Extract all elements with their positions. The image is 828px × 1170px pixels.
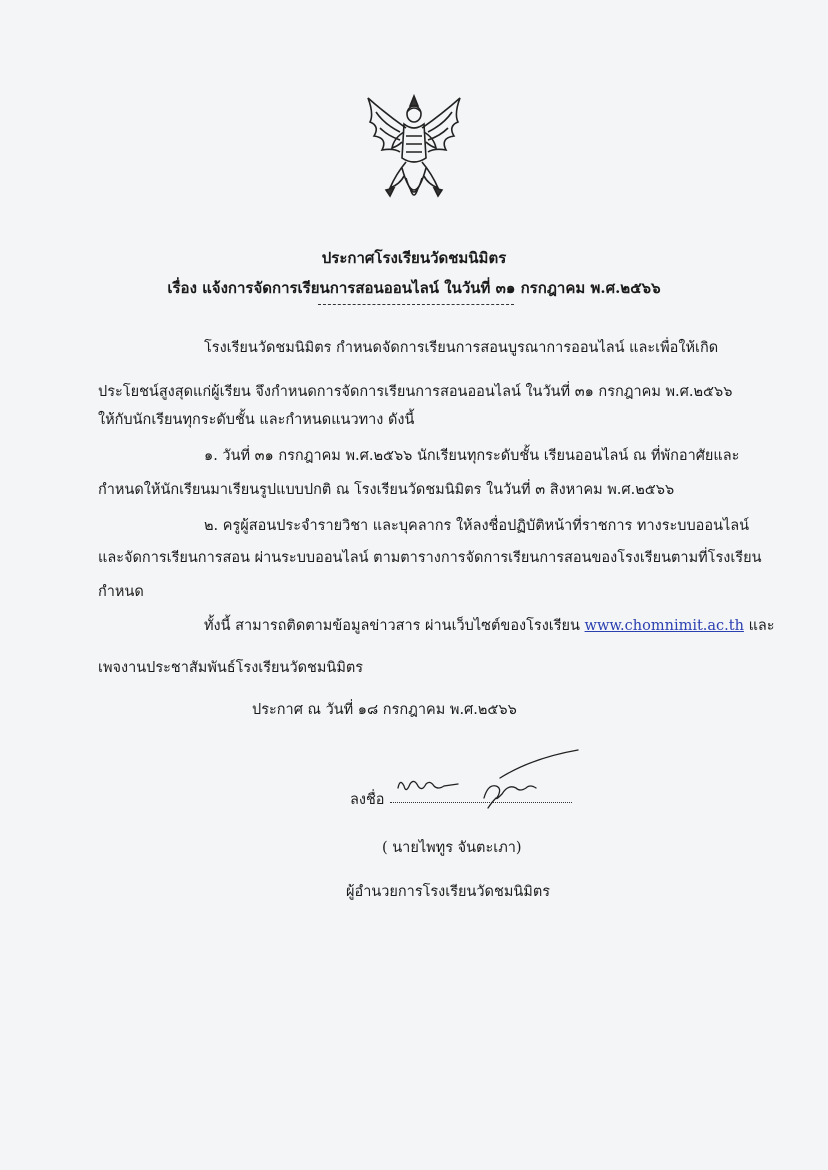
school-website-link[interactable]: www.chomnimit.ac.th xyxy=(584,618,744,634)
item-2-line-2: และจัดการเรียนการสอน ผ่านระบบออนไลน์ ตามตารางการจัดการเรียนการสอนของโรงเรียนตามที่โรงเรียน xyxy=(98,550,762,566)
signer-position: ผู้อำนวยการโรงเรียนวัดชมนิมิตร xyxy=(346,884,551,900)
sign-label: ลงชื่อ xyxy=(350,792,385,808)
item-1-line-1: ๑. วันที่ ๓๑ กรกฎาคม พ.ศ.๒๕๖๖ นักเรียนทุกระดับชั้น เรียนออนไลน์ ณ ที่พักอาศัยและ xyxy=(204,448,740,464)
garuda-emblem-icon xyxy=(360,92,468,216)
signer-name: ( นายไพทูร จันตะเภา) xyxy=(382,840,522,856)
title-divider xyxy=(318,304,514,305)
paragraph-2-prefix: ทั้งนี้ สามารถติดตามข้อมูลข่าวสาร ผ่านเว็บไซต์ของโรงเรียน xyxy=(204,618,580,634)
handwritten-signature-icon xyxy=(392,748,582,818)
paragraph-2-line-2: เพจงานประชาสัมพันธ์โรงเรียนวัดชมนิมิตร xyxy=(98,660,364,676)
paragraph-1-line-1: โรงเรียนวัดชมนิมิตร กำหนดจัดการเรียนการสอนบูรณาการออนไลน์ และเพื่อให้เกิด xyxy=(204,340,719,356)
announce-date: ประกาศ ณ วันที่ ๑๘ กรกฎาคม พ.ศ.๒๕๖๖ xyxy=(252,702,517,718)
document-title: ประกาศโรงเรียนวัดชมนิมิตร xyxy=(321,249,507,267)
paragraph-2-suffix: และ xyxy=(748,618,775,634)
item-1-line-2: กำหนดให้นักเรียนมาเรียนรูปแบบปกติ ณ โรงเรียนวัดชมนิมิตร ในวันที่ ๓ สิงหาคม พ.ศ.๒๕๖๖ xyxy=(98,482,675,498)
paragraph-1-line-3: ให้กับนักเรียนทุกระดับชั้น และกำหนดแนวทาง ดังนี้ xyxy=(98,412,415,428)
item-2-line-1: ๒. ครูผู้สอนประจำรายวิชา และบุคลากร ให้ลงชื่อปฏิบัติหน้าที่ราชการ ทางระบบออนไลน์ xyxy=(204,518,750,534)
paragraph-1-line-2: ประโยชน์สูงสุดแก่ผู้เรียน จึงกำหนดการจัดการเรียนการสอนออนไลน์ ในวันที่ ๓๑ กรกฎาคม พ.ศ.๒๕๖๖ xyxy=(98,384,733,400)
paragraph-2-line-1 xyxy=(204,614,775,637)
item-2-line-3: กำหนด xyxy=(98,584,144,600)
document-subject: เรื่อง แจ้งการจัดการเรียนการสอนออนไลน์ ในวันที่ ๓๑ กรกฎาคม พ.ศ.๒๕๖๖ xyxy=(167,279,661,297)
